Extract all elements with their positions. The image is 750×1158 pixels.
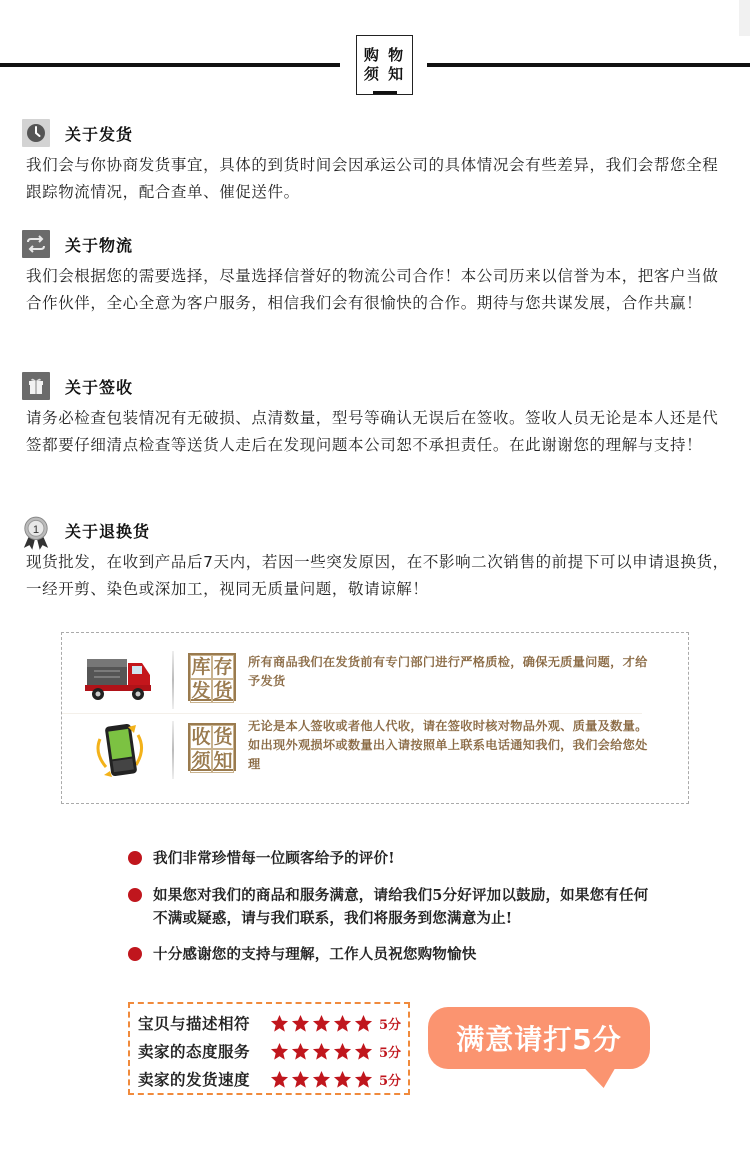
- stamp-char: 知: [213, 750, 233, 772]
- corner-strip: [739, 0, 750, 36]
- stamp-receipt-notice: [188, 723, 236, 771]
- section-receipt: [22, 371, 732, 458]
- stamp-char: 库: [191, 656, 211, 678]
- speech-bubble-tail: [570, 1066, 617, 1088]
- list-item-text: 我们非常珍惜每一位顾客给予的评价!: [153, 850, 395, 867]
- section-title: 关于退换货: [65, 521, 151, 541]
- star-icon: [312, 1042, 331, 1061]
- rating-score: 5分: [379, 1017, 402, 1033]
- star-rating: [270, 1014, 373, 1033]
- star-rating: [270, 1070, 373, 1089]
- phone-icon: [84, 721, 159, 777]
- info-card: [61, 632, 689, 804]
- rating-box: [128, 1002, 410, 1095]
- star-icon: [270, 1014, 289, 1033]
- medal-icon: [22, 516, 50, 544]
- gift-icon: [22, 372, 50, 400]
- list-item: [128, 884, 658, 930]
- stamp-char: 须: [191, 750, 211, 772]
- list-item-text: 十分感谢您的支持与理解，工作人员祝您购物愉快: [153, 946, 477, 963]
- rating-row: [138, 1066, 401, 1092]
- section-body: 我们会与你协商发货事宜，具体的到货时间会因承运公司的具体情况会有些差异，我们会帮您全程跟踪物流情况，配合查单、催促送件。: [26, 156, 719, 201]
- star-icon: [333, 1014, 352, 1033]
- star-icon: [291, 1042, 310, 1061]
- stamp-char: 存: [213, 656, 233, 678]
- section-logistics: [22, 229, 732, 316]
- list-item: [128, 847, 658, 870]
- star-icon: [354, 1042, 373, 1061]
- star-icon: [291, 1014, 310, 1033]
- truck-icon: [84, 651, 159, 707]
- page-title-line1: 购 物: [363, 46, 406, 64]
- star-icon: [354, 1070, 373, 1089]
- section-body: 现货批发，在收到产品后7天内，若因一些突发原因，在不影响二次销售的前提下可以申请退换货，一经开剪、染色或深加工，视同无质量问题，敬请谅解！: [26, 553, 729, 598]
- star-icon: [333, 1070, 352, 1089]
- rating-label: 宝贝与描述相符: [138, 1014, 251, 1033]
- section-body: 请务必检查包装情况有无破损、点清数量，型号等确认无误后在签收。签收人员无论是本人还是代签都要仔细清点检查等送货人走后在发现问题本公司恕不承担责任。在此谢谢您的理解与支持！: [26, 409, 719, 454]
- info-text: 无论是本人签收或者他人代收，请在签收时核对物品外观、质量及数量。如出现外观损坏或数量出入请按照单上联系电话通知我们，我们会给您处理: [248, 719, 648, 771]
- list-item-text: 如果您对我们的商品和服务满意，请给我们5分好评加以鼓励，如果您有任何不满或疑惑，请与我们联系，我们将服务到您满意为止!: [153, 887, 649, 927]
- page-title: [356, 35, 413, 95]
- star-icon: [270, 1042, 289, 1061]
- rating-score: 5分: [379, 1045, 402, 1061]
- rating-label: 卖家的态度服务: [138, 1042, 251, 1061]
- info-row-receipt: [62, 717, 688, 785]
- section-title: 关于物流: [65, 235, 134, 255]
- star-rating: [270, 1042, 373, 1061]
- info-text: 所有商品我们在发货前有专门部门进行严格质检，确保无质量问题，才给予发货: [248, 655, 648, 688]
- star-icon: [270, 1070, 289, 1089]
- svg-text:1: 1: [32, 524, 40, 536]
- red-dot-icon: [128, 851, 142, 865]
- red-dot-icon: [128, 947, 142, 961]
- stamp-stock-shipping: [188, 653, 236, 701]
- vertical-divider: [172, 651, 174, 709]
- red-dot-icon: [128, 888, 142, 902]
- five-star-callout: 满意请打5分: [428, 1007, 650, 1069]
- section-returns: [22, 515, 732, 602]
- star-icon: [291, 1070, 310, 1089]
- star-icon: [333, 1042, 352, 1061]
- section-shipping: [22, 118, 732, 205]
- clock-icon: [22, 119, 50, 147]
- rating-label: 卖家的发货速度: [138, 1070, 251, 1089]
- stamp-char: 货: [213, 726, 233, 748]
- stamp-char: 发: [191, 680, 211, 702]
- rating-score: 5分: [379, 1073, 402, 1089]
- star-icon: [354, 1014, 373, 1033]
- title-underbar: [373, 91, 397, 94]
- section-title: 关于发货: [65, 124, 134, 144]
- star-icon: [312, 1014, 331, 1033]
- section-title: 关于签收: [65, 377, 134, 397]
- rating-row: [138, 1038, 401, 1064]
- rating-row: [138, 1010, 401, 1036]
- page-title-line2: 须 知: [363, 65, 406, 83]
- vertical-divider: [172, 721, 174, 779]
- section-body: 我们会根据您的需要选择，尽量选择信誉好的物流公司合作！本公司历来以信誉为本，把客户当做合作伙伴，全心全意为客户服务，相信我们会有很愉快的合作。期待与您共谋发展，合作共赢！: [26, 267, 719, 312]
- row-separator: [62, 713, 642, 714]
- list-item: [128, 943, 658, 966]
- stamp-char: 收: [191, 726, 211, 748]
- stamp-char: 货: [213, 680, 233, 702]
- exchange-arrows-icon: [22, 230, 50, 258]
- info-row-stock: [62, 647, 688, 715]
- header-divider-left: [0, 63, 340, 67]
- star-icon: [312, 1070, 331, 1089]
- header-divider-right: [427, 63, 750, 67]
